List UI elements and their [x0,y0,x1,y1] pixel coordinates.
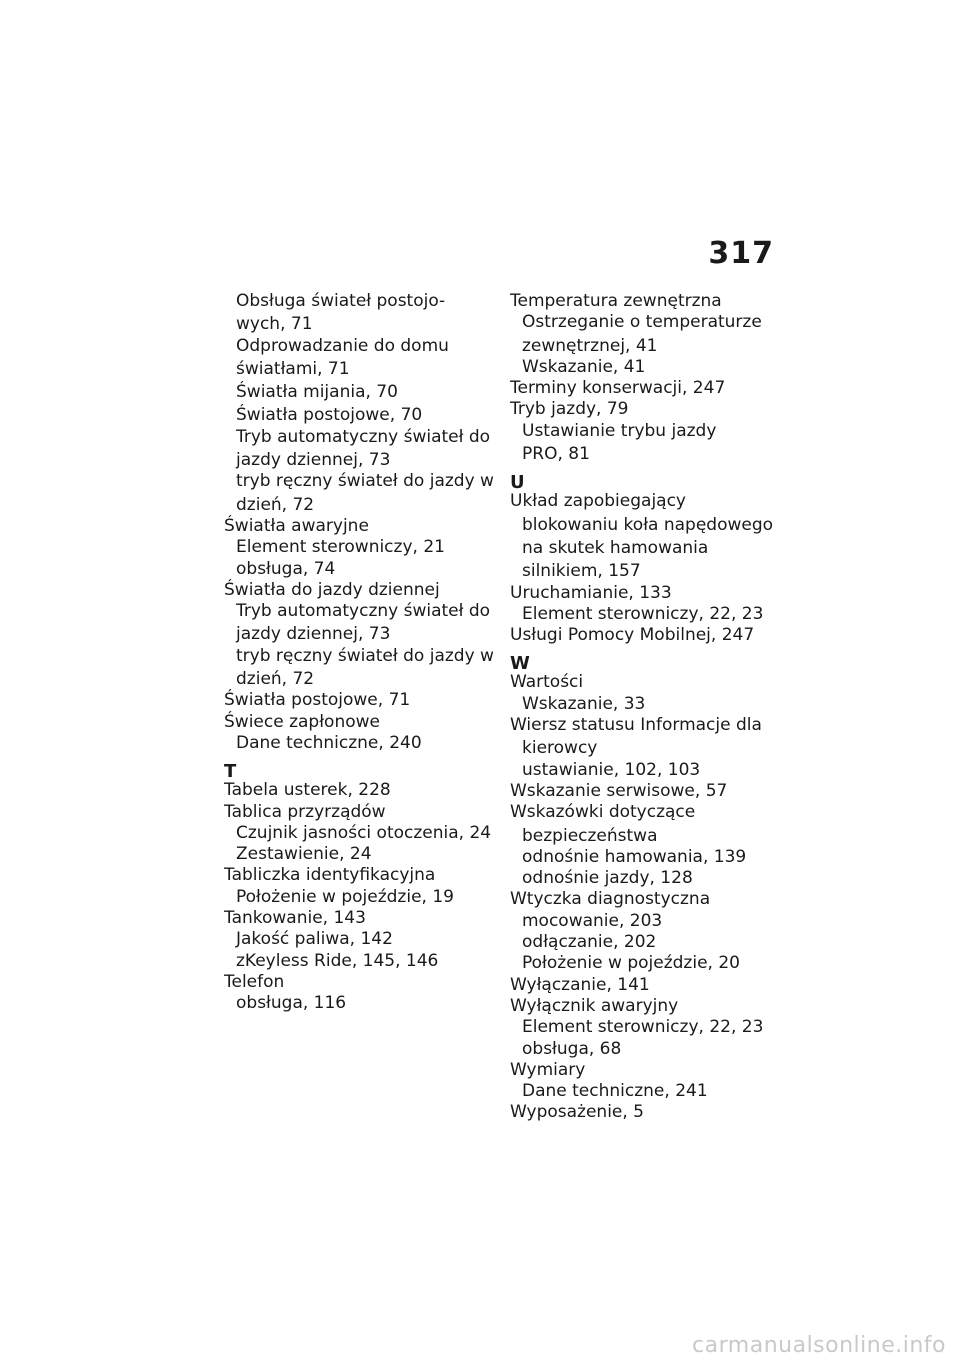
index-entry: Zestawienie, 24 [236,844,372,865]
index-entry: Światła postojowe, 71 [224,690,411,711]
index-entry: Światła mijania, 70 [236,382,398,403]
index-entry: Wyposażenie, 5 [510,1102,644,1123]
index-entry: mocowanie, 203 [522,910,663,931]
index-entry: dzień, 72 [236,494,315,515]
index-entry: Świece zapłonowe [224,711,380,732]
index-entry: obsługa, 74 [236,558,336,579]
index-entry: obsługa, 68 [522,1038,622,1059]
index-entry: Wtyczka diagnostyczna [510,889,711,910]
index-letter-heading: U [510,472,525,494]
index-entry: Tablica przyrządów [224,801,386,822]
index-entry: Jakość paliwa, 142 [236,929,393,950]
index-entry: jazdy dziennej, 73 [236,450,391,471]
index-entry: odnośnie jazdy, 128 [522,868,693,889]
index-entry: ustawianie, 102, 103 [522,759,701,780]
index-letter-heading: W [510,653,530,675]
index-entry: kierowcy [522,738,598,759]
index-entry: Wskazanie, 41 [522,356,646,377]
index-entry: Światła awaryjne [224,515,369,536]
index-entry: Obsługa świateł postojo- [236,291,446,311]
index-entry: Ustawianie trybu jazdy [522,420,717,441]
index-entry: Telefon [224,971,285,992]
index-entry: wych, 71 [236,314,313,335]
index-entry: Dane techniczne, 240 [236,732,422,753]
index-entry: odnośnie hamowania, 139 [522,846,747,867]
index-entry: bezpieczeństwa [522,825,658,846]
index-entry: odłączanie, 202 [522,932,657,953]
index-entry: Położenie w pojeździe, 19 [236,886,454,907]
index-entry: Wiersz statusu Informacje dla [510,715,762,736]
index-entry: Ostrzeganie o temperaturze [522,312,762,333]
watermark: carmanualsonline.info [692,1333,946,1358]
index-entry: Wskazówki dotyczące [510,802,696,823]
index-entry: Element sterowniczy, 22, 23 [522,603,764,624]
index-entry: Tabela usterek, 228 [224,780,391,801]
index-entry: Wskazanie serwisowe, 57 [510,780,728,801]
index-entry: obsługa, 116 [236,993,347,1014]
index-entry: na skutek hamowania [522,537,709,558]
index-entry: Dane techniczne, 241 [522,1081,708,1102]
page-number: 317 [708,236,774,271]
index-entry: Tryb automatyczny świateł do [236,426,491,447]
index-entry: Światła postojowe, 70 [236,405,423,426]
index-entry: jazdy dziennej, 73 [236,624,391,645]
index-entry: Światła do jazdy dziennej [224,579,440,600]
index-entry: Uruchamianie, 133 [510,582,672,603]
index-entry: Wyłączanie, 141 [510,974,650,995]
index-entry: Tryb jazdy, 79 [510,399,629,420]
index-entry: Tankowanie, 143 [224,908,366,929]
index-entry: silnikiem, 157 [522,561,641,582]
index-column-left [224,291,504,1015]
index-entry: dzień, 72 [236,669,315,690]
index-column-right [510,291,790,1124]
index-entry: Element sterowniczy, 22, 23 [522,1017,764,1038]
index-entry: zKeyless Ride, 145, 146 [236,950,439,971]
index-entry: Usługi Pomocy Mobilnej, 247 [510,625,755,646]
index-entry: zewnętrznej, 41 [522,335,658,356]
index-entry: Układ zapobiegający [510,491,686,512]
index-entry: Tabliczka identyfikacyjna [224,865,436,886]
index-entry: blokowaniu koła napędowego [522,514,774,535]
index-entry: PRO, 81 [522,444,590,465]
index-entry: tryb ręczny świateł do jazdy w [236,471,494,492]
index-entry: światłami, 71 [236,358,350,379]
index-entry: Wartości [510,672,584,693]
index-entry: tryb ręczny świateł do jazdy w [236,645,494,666]
index-entry: Odprowadzanie do domu [236,335,449,356]
index-entry: Położenie w pojeździe, 20 [522,953,740,974]
index-entry: Terminy konserwacji, 247 [510,378,726,399]
index-entry: Element sterowniczy, 21 [236,537,445,558]
index-entry: Wskazanie, 33 [522,693,646,714]
index-letter-heading: T [224,761,237,783]
index-entry: Tryb automatyczny świateł do [236,601,491,622]
index-entry: Temperatura zewnętrzna [510,291,722,311]
index-entry: Wymiary [510,1059,586,1080]
index-entry: Wyłącznik awaryjny [510,995,679,1016]
index-entry: Czujnik jasności otoczenia, 24 [236,822,492,843]
